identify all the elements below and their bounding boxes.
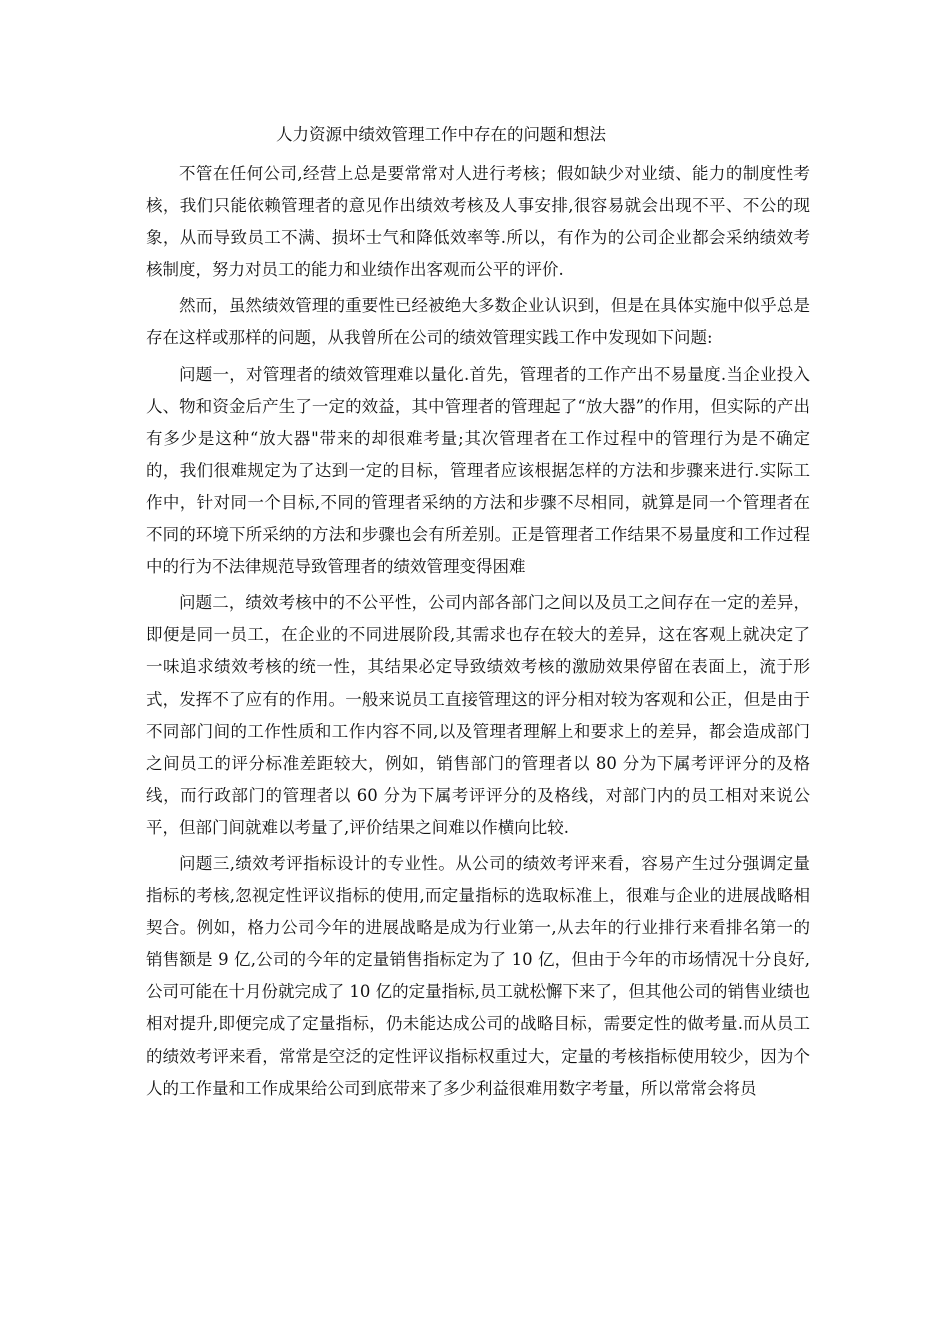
paragraph-problem-one: 问题一，对管理者的绩效管理难以量化.首先，管理者的工作产出不易量度.当企业投入人、物和资金后产生了一定的效益，其中管理者的管理起了“放大器”的作用，但实际的产出有多少是这种“放大器"带来的却很难考量;其次管理者在工作过程中的管理行为是不确定的，我们很难规定为了达到一定的目标，管理者应该根据怎样的方法和步骤来进行.实际工作中，针对同一个目标,不同的管理者采纳的方法和步骤不尽相同，就算是同一个管理者在不同的环境下所采纳的方法和步骤也会有所差别。正是管理者工作结果不易量度和工作过程中的行为不法律规范导致管理者的绩效管理变得困难	[146, 364, 810, 577]
paragraph-problems-overview: 然而，虽然绩效管理的重要性已经被绝大多数企业认识到，但是在具体实施中似乎总是存在这样或那样的问题，从我曾所在公司的绩效管理实践工作中发现如下问题:	[146, 296, 810, 348]
paragraph-problem-three: 问题三,绩效考评指标设计的专业性。从公司的绩效考评来看，容易产生过分强调定量指标的考核,忽视定性评议指标的使用,而定量指标的选取标准上，很难与企业的进展战略相契合。例如，格力公司今年的进展战略是成为行业第一,从去年的行业排行来看排名第一的销售额是 9 亿,公司的今年的定量销售指标定为了 10 亿，但由于今年的市场情况十分良好,公司可能在十月份就完成了 10 亿的定量指标,员工就松懈下来了，但其他公司的销售业绩也相对提升,即便完成了定量指标，仍未能达成公司的战略目标，需要定性的做考量.而从员工的绩效考评来看，常常是空泛的定性评议指标权重过大，定量的考核指标使用较少，因为个人的工作量和工作成果给公司到底带来了多少利益很难用数字考量，所以常常会将员	[146, 853, 810, 1098]
document-title: 人力资源中绩效管理工作中存在的问题和想法	[276, 125, 606, 144]
document-body	[146, 124, 810, 1105]
paragraph-intro: 不管在任何公司,经营上总是要常常对人进行考核；假如缺少对业绩、能力的制度性考核，我们只能依赖管理者的意见作出绩效考核及人事安排,很容易就会出现不平、不公的现象，从而导致员工不满、损坏士气和降低效率等.所以，有作为的公司企业都会采纳绩效考核制度，努力对员工的能力和业绩作出客观而公平的评价.	[146, 164, 810, 280]
paragraph-problem-two: 问题二，绩效考核中的不公平性，公司内部各部门之间以及员工之间存在一定的差异，即便是同一员工，在企业的不同进展阶段,其需求也存在较大的差异，这在客观上就决定了一味追求绩效考核的统一性，其结果必定导致绩效考核的激励效果停留在表面上，流于形式，发挥不了应有的作用。一般来说员工直接管理这的评分相对较为客观和公正，但是由于不同部门间的工作性质和工作内容不同,以及管理者理解上和要求上的差异，都会造成部门之间员工的评分标准差距较大，例如，销售部门的管理者以 80 分为下属考评评分的及格线，而行政部门的管理者以 60 分为下属考评评分的及格线，对部门内的员工相对来说公平，但部门间就难以考量了,评价结果之间难以作横向比较.	[146, 593, 810, 837]
